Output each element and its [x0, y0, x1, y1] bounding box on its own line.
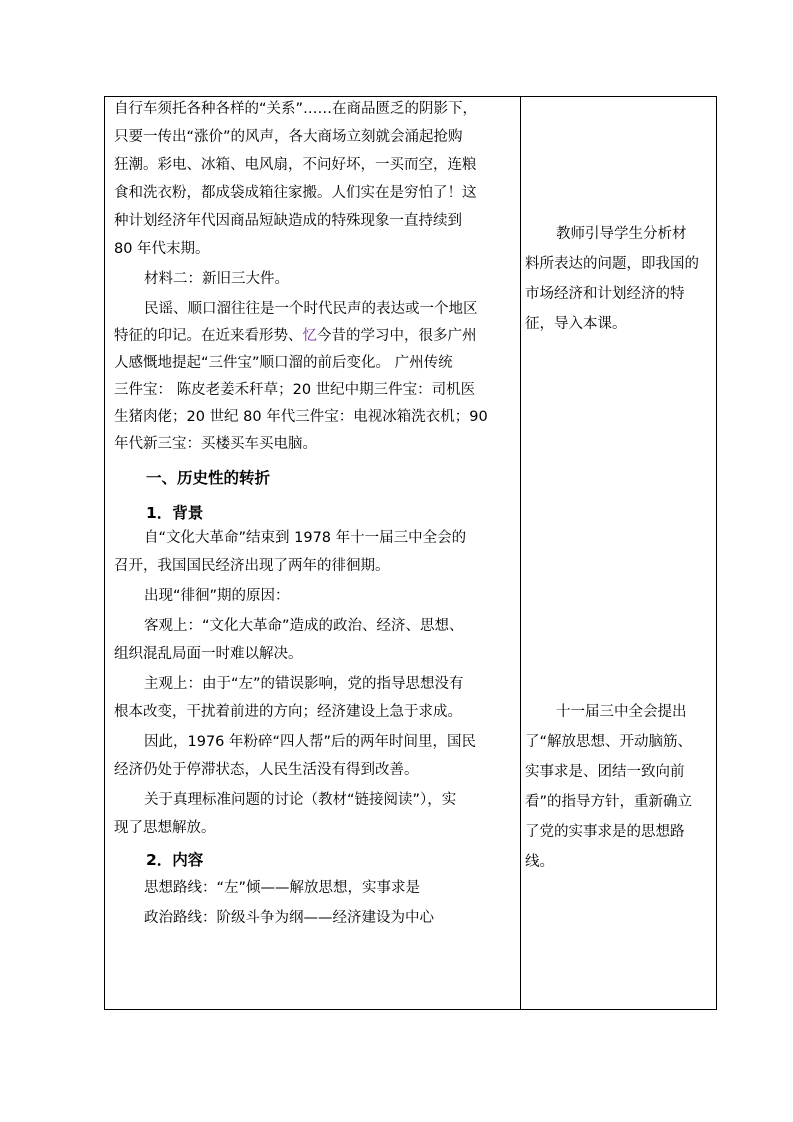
text-line: 民谣、顺口溜往往是一个时代民声的表达或一个地区 [144, 301, 478, 317]
text-line: 狂潮。彩电、冰箱、电风扇，不问好坏，一买而空，连粮 [114, 157, 477, 173]
note-line: 了“解放思想、开动脑筋、 [525, 734, 693, 750]
note-line: 十一届三中全会提出 [556, 704, 687, 720]
note-line: 市场经济和计划经济的特 [525, 286, 685, 302]
text-line: 只要一传出“涨价”的风声，各大商场立刻就会涌起抢购 [114, 129, 463, 145]
text-line: 根本改变，干扰着前进的方向；经济建设上急于求成。 [114, 704, 462, 720]
text-line: 生猪肉佬；20 世纪 80 年代三件宝：电视冰箱洗衣机；90 [114, 409, 488, 425]
lesson-table [104, 96, 717, 1010]
text-line: 食和洗衣粉，都成袋成箱往家搬。人们实在是穷怕了！这 [114, 185, 477, 201]
material-two-label: 材料二：新旧三大件。 [144, 271, 289, 287]
note-line: 实事求是、团结一致向前 [525, 764, 685, 780]
note-line: 料所表达的问题，即我国的 [525, 256, 699, 272]
note-line: 教师引导学生分析材 [556, 226, 687, 242]
text-line [114, 326, 477, 346]
text-line: 召开，我国国民经济出现了两年的徘徊期。 [114, 558, 390, 574]
section-title: 一、历史性的转折 [146, 469, 271, 487]
note-line: 线。 [525, 854, 554, 870]
text-line: 因此，1976 年粉碎“四人帮”后的两年时间里，国民 [144, 734, 477, 750]
note-line: 了党的实事求是的思想路 [525, 824, 685, 840]
text-line: 人感慨地提起“三件宝”顺口溜的前后变化。 广州传统 [114, 355, 453, 371]
text-segment: 特征的印记。在近来看形势、 [114, 328, 303, 344]
text-line: 三件宝： 陈皮老姜禾秆草；20 世纪中期三件宝：司机医 [114, 382, 476, 398]
text-line: 出现“徘徊”期的原因： [144, 588, 290, 604]
text-line: 现了思想解放。 [114, 820, 216, 836]
text-line: 政治路线：阶级斗争为纲——经济建设为中心 [144, 910, 434, 926]
text-segment: 今昔的学习中，很多广州 [317, 328, 477, 344]
subsection-title-content: 2．内容 [146, 851, 204, 869]
text-line: 80 年代末期。 [114, 241, 210, 257]
text-line: 思想路线：“左”倾——解放思想，实事求是 [144, 880, 421, 896]
text-line: 关于真理标准问题的讨论（教材“链接阅读”），实 [144, 792, 457, 808]
text-line: 经济仍处于停滞状态，人民生活没有得到改善。 [114, 762, 419, 778]
text-line: 组织混乱局面一时难以解决。 [114, 646, 303, 662]
column-divider [520, 97, 521, 1009]
text-line: 自行车须托各种各样的“关系”……在商品匮乏的阴影下， [114, 101, 478, 117]
text-line: 客观上：“文化大革命”造成的政治、经济、思想、 [144, 618, 464, 634]
highlighted-char: 忆 [302, 328, 317, 344]
text-line: 自“文化大革命”结束到 1978 年十一届三中全会的 [144, 530, 467, 546]
subsection-title-background: 1．背景 [146, 504, 204, 522]
text-line: 年代新三宝：买楼买车买电脑。 [114, 436, 317, 452]
note-line: 看”的指导方针，重新确立 [525, 794, 693, 810]
note-line: 征，导入本课。 [525, 316, 627, 332]
text-line: 主观上：由于“左”的错误影响，党的指导思想没有 [144, 676, 464, 692]
text-line: 种计划经济年代因商品短缺造成的特殊现象一直持续到 [114, 213, 462, 229]
